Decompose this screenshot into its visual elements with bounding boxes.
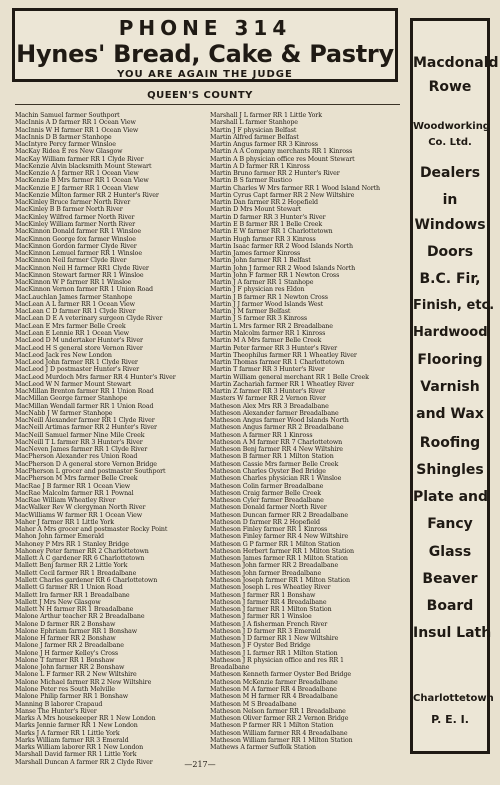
woodworking-advertisement xyxy=(410,18,499,754)
side-ad-line: Shingles xyxy=(416,462,484,478)
ad-phone: PHONE 314 xyxy=(118,16,292,40)
listing-entry: Breadalbane xyxy=(210,664,250,672)
side-ad-line: B.C. Fir, xyxy=(419,271,481,287)
listing-entry: Martin Peter farmer RR 3 Hunter's River xyxy=(210,344,338,352)
listing-entry: Marks A Mrs housekeeper RR 1 New London xyxy=(15,715,156,723)
listing-entry: Matheson Craig farmer Belle Creek xyxy=(210,489,321,497)
listing-entry: Matheson M H farmer RR 4 Breadalbane xyxy=(210,693,338,701)
listing-entry: Matheson Colin farmer Breadalbane xyxy=(210,482,324,490)
listing-entry: Matheson Finley farmer RR 1 Kinross xyxy=(210,526,328,534)
listing-entry: Martin Bruno farmer RR 2 Hunter's River xyxy=(210,170,340,178)
listing-entry: Martin J B farmer RR 1 Newton Cross xyxy=(210,293,328,301)
listing-entry: Matheson Charles physician RR 1 Winsloe xyxy=(210,475,342,483)
listing-entry: Matheson Duncan farmer RR 2 Breadalbane xyxy=(210,511,348,519)
listing-entry: Matheson J D farmer RR 1 New Wiltshire xyxy=(210,635,339,643)
listing-entry: Martin Z farmer RR 3 Hunter's River xyxy=(210,388,325,396)
listing-entry: Matheson G P farmer RR 1 Milton Station xyxy=(210,540,341,548)
listing-entry: Marks William farmer RR 3 Emerald xyxy=(15,736,129,744)
listing-entry: Martin James farmer Kinross xyxy=(210,250,301,258)
listing-entry: Malone J farmer RR 2 Breadalbane xyxy=(15,642,124,650)
listing-entry: Marshall David farmer RR 1 Little York xyxy=(15,751,137,759)
listing-entry: Martin Alfred farmer Belfast xyxy=(210,133,299,141)
listing-entry: Matheson B farmer RR 1 Milton Station xyxy=(210,453,334,461)
listing-entry: Mallett N H farmer RR 1 Breadalbane xyxy=(15,606,134,614)
side-ad-line: Dealers xyxy=(419,165,481,181)
listing-entry: Malone Michael farmer RR 2 New Wiltshire xyxy=(15,678,152,686)
side-ad-line: Hardwood xyxy=(413,325,488,340)
listing-entry: Martin Malcolm farmer RR 1 Kinross xyxy=(210,329,326,337)
listing-entry: Mallett J Mrs New Glasgow xyxy=(15,598,101,606)
listing-entry: MacNeill Artimas farmer RR 2 Hunter's River xyxy=(15,424,157,432)
listing-entry: Matheson Charles Oyster Bed Bridge xyxy=(210,468,326,476)
listing-entry: Martin Cyrus Capt farmer RR 2 New Wiltshire xyxy=(210,191,355,199)
listing-entry: MacKinnon Donald farmer RR 1 Winsloe xyxy=(15,228,141,236)
listing-entry: Marks J A farmer RR 1 Little York xyxy=(15,729,120,737)
listing-entry: MacLauchlan James farmer Stanhope xyxy=(15,293,133,301)
side-ad-line: Doors xyxy=(426,244,474,260)
listing-entry: Martin John farmer RR 1 Belfast xyxy=(210,257,311,265)
listing-entry: Matheson Joseph L res Wheatley River xyxy=(210,584,331,592)
listing-entry: Martin A D farmer RR 1 Kinross xyxy=(210,162,310,170)
listing-entry: Malone Arthur teacher RR 2 Breadalbane xyxy=(15,613,145,621)
side-ad-line: in xyxy=(442,192,458,208)
listing-entry: Mallett Cecil farmer RR 1 Breadalbane xyxy=(15,569,137,577)
listing-entry: Matheson Joseph farmer RR 1 Milton Station xyxy=(210,577,350,584)
side-ad-line: Flooring xyxy=(417,352,483,368)
listing-entry: Matheson Nelson farmer RR 1 Breadalbane xyxy=(210,707,346,715)
listing-entry: MacKinnon Lemuel farmer RR 1 Winsloe xyxy=(15,250,142,258)
listing-entry: Martin Angus farmer RR 3 Kinross xyxy=(210,141,318,149)
listing-entry: Mahoney P Mrs RR 1 Stanley Bridge xyxy=(15,540,129,548)
listing-entry: Martin J F physician Belfast xyxy=(210,126,297,134)
listing-entry: MacKinnon W P farmer RR 1 Winsloe xyxy=(15,279,132,287)
listing-entry: MacInnis D B farmer Stanhope xyxy=(15,133,112,141)
listing-entry: MacNeill T L farmer RR 3 Hunter's River xyxy=(15,438,143,446)
side-ad-line: Glass xyxy=(428,544,472,560)
listing-entry: MacLeod J D postmaster Hunter's River xyxy=(15,366,140,374)
listing-entry: Martin Dan farmer RR 2 Hopefield xyxy=(210,199,318,207)
listing-entry: Matheson Alexander farmer Breadalbane xyxy=(210,409,339,417)
listing-entry: Matheson Alex Mrs RR 3 Breadalbane xyxy=(210,402,329,410)
bakery-advertisement xyxy=(12,8,398,82)
listing-entry: Martin J A farmer RR 1 Stanhope xyxy=(210,279,314,287)
side-ad-line: and Wax xyxy=(416,406,484,422)
side-ad-line: Fancy xyxy=(427,516,473,532)
listing-entry: MacNeven James farmer RR 1 Clyde River xyxy=(15,446,148,454)
listing-entry: Marshall Duncan A farmer RR 2 Clyde River xyxy=(15,758,153,766)
listing-entry: Martin Zachariah farmer RR 1 Wheatley River xyxy=(210,380,354,388)
listing-entry: MacKay William farmer RR 1 Clyde River xyxy=(15,155,144,163)
listing-entry: Malone John farmer RR 2 Bonshaw xyxy=(15,664,125,672)
listing-entry: Marks Jennie farmer RR 1 New London xyxy=(15,722,138,730)
listing-entry: Martin Thomas farmer RR 1 Charlottetown xyxy=(210,359,345,367)
listing-entry: Manning B laborer Crapaud xyxy=(15,700,103,708)
side-ad-line: Co. Ltd. xyxy=(428,137,472,148)
listing-entry: MacKinnon Gordon farmer Clyde River xyxy=(15,242,137,250)
listing-entry: MacNeill Alexander farmer RR 1 Clyde River xyxy=(15,417,155,425)
listing-entry: MacLean E Lennie RR 1 Ocean View xyxy=(15,329,129,337)
listing-entry: Malone J H farmer Kelley's Cross xyxy=(15,649,119,657)
listing-entry: Martin L Mrs farmer RR 2 Breadalbane xyxy=(210,322,333,330)
listing-entry: Martin Charles W Mrs farmer RR 1 Wood Island North xyxy=(210,184,381,192)
listing-entry: MacKinnon Neil H farmer RR1 Clyde River xyxy=(15,264,149,272)
side-ad-line: Woodworking xyxy=(413,121,490,132)
listing-entry: Matheson J D farmer RR 3 Emerald xyxy=(210,627,321,635)
listing-entry: MacKenzie Milton farmer RR 2 Hunter's River xyxy=(15,191,159,199)
listing-entry: MacLean C D farmer RR 1 Clyde River xyxy=(15,308,136,316)
listing-entry: Matheson A M farmer RR 7 Charlottetown xyxy=(210,438,343,446)
listing-entry: MacPherson D A general store Vernon Bridge xyxy=(15,460,157,468)
listing-entry: Mallett G farmer RR 1 Union Road xyxy=(15,584,123,592)
listing-entry: Masters W farmer RR 2 Vernon River xyxy=(210,395,326,403)
listing-entry: Mahoney Peter farmer RR 2 Charlottetown xyxy=(15,547,149,555)
listing-entry: MacKenzie A J farmer RR 1 Ocean View xyxy=(15,170,139,178)
listing-entry: Mallett Charles gardener RR 6 Charlottetown xyxy=(15,577,158,584)
listing-entry: MacWilliams W farmer RR 1 Ocean View xyxy=(15,511,143,519)
listing-entry: Martin A A Company merchants RR 1 Kinross xyxy=(210,148,353,156)
listing-entry: Martin J F physician res Eldon xyxy=(210,286,305,294)
listing-entry: MacMillan George farmer Stanhope xyxy=(15,395,128,403)
listing-entry: MacKinley William farmer North River xyxy=(15,220,136,228)
listing-entry: MacKinley B B farmer North River xyxy=(15,206,123,214)
listing-entry: Martin John F farmer RR 1 Newton Cross xyxy=(210,271,340,279)
listing-entry: Martin E W farmer RR 1 Charlottetown xyxy=(210,228,333,236)
listing-entry: Matheson Herbert farmer RR 1 Milton Station xyxy=(210,547,354,555)
listing-entry: Martin Isaac farmer RR 2 Wood Islands North xyxy=(210,242,353,250)
listing-entry: Malone D farmer RR 2 Bonshaw xyxy=(15,620,116,628)
listing-entry: Matheson Donald farmer North River xyxy=(210,504,327,512)
listing-entry: Martin A B physician office res Mount Stewart xyxy=(210,155,355,163)
listing-entry: MacLean A L farmer RR 1 Ocean View xyxy=(15,300,135,308)
listing-entry: Matheson J farmer RR 1 Milton Station xyxy=(210,606,332,614)
listing-entry: MacLean D E A veterinary surgeon Clyde River xyxy=(15,315,163,323)
listing-entry: MacInnis W H farmer RR 1 Ocean View xyxy=(15,126,139,134)
listing-entry: Martin M A Mrs farmer Belle Creek xyxy=(210,337,322,345)
listing-entry: Matheson J A fisherman French River xyxy=(210,620,328,628)
listing-entry: Martin E B farmer RR 1 Belle Creek xyxy=(210,220,323,228)
listing-entry: MacLeod Jack res New London xyxy=(15,351,112,359)
listing-entry: Matheson William farmer RR 4 Breadalbane xyxy=(210,729,348,737)
section-divider xyxy=(15,104,400,105)
listing-entry: MacLeod W N farmer Mount Stewart xyxy=(15,380,132,388)
listing-entry: MacKinnon Neil farmer Clyde River xyxy=(15,257,127,265)
side-ad-line: Rowe xyxy=(428,79,472,95)
listing-entry: Mallett Ira farmer RR 1 Breadalbane xyxy=(15,591,130,599)
listing-entry: MacNabb J W farmer Stanhope xyxy=(15,409,113,417)
side-ad-line: Insul Lath xyxy=(413,625,492,641)
listing-entry: MacRae William Wheatley River xyxy=(15,497,116,505)
listing-entry: MacLeod D M undertaker Hunter's River xyxy=(15,337,143,345)
listing-entry: Matheson M A farmer RR 4 Breadalbane xyxy=(210,685,337,693)
listing-entry: MacKinnon George fox farmer Winsloe xyxy=(15,235,136,243)
listing-entry: Martin J M farmer Belfast xyxy=(210,308,291,316)
listing-entry: Malone T farmer RR 1 Bonshaw xyxy=(15,656,115,664)
listing-entry: Matheson J farmer RR 1 Winsloe xyxy=(210,613,312,621)
listing-entry: MacPherson M Mrs farmer Belle Creek xyxy=(15,475,138,483)
listing-entry: MacKenzie B Mrs farmer RR 1 Ocean View xyxy=(15,177,149,185)
listing-entry: MacInnis A D farmer RR 1 Ocean View xyxy=(15,119,136,127)
listing-entry: Maher A Mrs grocer and postmaster Rocky Point xyxy=(15,526,168,534)
listing-entry: Manse The Hunter's River xyxy=(15,707,97,715)
listing-entry: MacMillan Wendall farmer RR 1 Union Road xyxy=(15,402,154,410)
listing-entry: Martin William general merchant RR 1 Belle Creek xyxy=(210,373,369,381)
listing-entry: MacKinnon Stewart farmer RR 1 Winsloe xyxy=(15,271,144,279)
listing-entry: Marshall J L farmer RR 1 Little York xyxy=(210,112,322,119)
listing-entry: MacNeill Samuel farmer Nine Mile Creek xyxy=(15,431,145,439)
listing-entry: Marshall L farmer Stanhope xyxy=(210,119,298,127)
listing-entry: MacIntyre Percy farmer Winsloe xyxy=(15,141,116,149)
listing-entry: Matheson J farmer RR 1 Bonshaw xyxy=(210,591,316,599)
listing-entry: Martin T farmer RR 3 Hunter's River xyxy=(210,366,325,374)
side-ad-line: Charlottetown xyxy=(413,693,494,704)
section-title: QUEEN'S COUNTY xyxy=(147,90,253,101)
listing-entry: MacLeod Murdoch Mrs farmer RR 4 Hunter's River xyxy=(15,373,176,381)
side-ad-line: Macdonald xyxy=(413,55,499,71)
listing-entry: Malone L F farmer RR 2 New Wiltshire xyxy=(15,671,137,679)
listing-entry: Matheson D farmer RR 2 Hopefield xyxy=(210,518,320,526)
listing-entry: Machin Samuel farmer Southport xyxy=(15,112,120,119)
listing-entry: Marks William laborer RR 1 New London xyxy=(15,744,144,752)
right-listing-column xyxy=(210,112,405,751)
listing-entry: MacLeod H S general store Vernon River xyxy=(15,344,143,352)
listing-entry: MacMillan Brenton farmer RR 1 Union Road xyxy=(15,388,154,396)
listing-entry: MacLeod John farmer RR 1 Clyde River xyxy=(15,359,138,367)
listing-entry: Matheson William farmer RR 1 Milton Station xyxy=(210,736,353,744)
listing-entry: Martin Theophilus farmer RR 1 Wheatley River xyxy=(210,351,357,359)
listing-entry: MacLean E Mrs farmer Belle Creek xyxy=(15,322,126,330)
listing-entry: Matheson Cassie Mrs farmer Belle Creek xyxy=(210,460,339,468)
listing-entry: Matheson McKenzie farmer Breadalbane xyxy=(210,678,338,686)
listing-entry: Mallett A C gardener RR 6 Charlottetown xyxy=(15,555,145,563)
listing-entry: MacRae Malcolm farmer RR 1 Pownal xyxy=(15,489,134,497)
listing-entry: Matheson J R physician office and res RR 1 xyxy=(210,656,344,664)
side-ad-line: Windows xyxy=(414,217,486,233)
listing-entry: Malone Peter res South Melville xyxy=(15,685,115,693)
listing-entry: Matheson John farmer Breadalbane xyxy=(210,569,322,577)
listing-entry: Martin D Mrs Mount Stewart xyxy=(210,206,302,214)
side-ad-line: Varnish xyxy=(420,379,480,395)
page-number: —217— xyxy=(184,760,216,769)
listing-entry: MacKenzie E J farmer RR 1 Ocean View xyxy=(15,184,139,192)
listing-entry: Mahon John farmer Emerald xyxy=(15,533,104,541)
listing-entry: Malone H farmer RR 2 Bonshaw xyxy=(15,635,116,643)
listing-entry: MacKinley Bruce farmer North River xyxy=(15,199,131,207)
listing-entry: Martin John J farmer RR 2 Wood Islands North xyxy=(210,264,356,272)
listing-entry: Matheson Benj farmer RR 4 New Wiltshire xyxy=(210,446,343,454)
listing-entry: Martin J J farmer Wood Islands West xyxy=(210,300,324,308)
listing-entry: MacRae J B farmer RR 1 Ocean View xyxy=(15,482,131,490)
side-ad-line: Beaver xyxy=(422,571,478,587)
listing-entry: Matheson Angus farmer Wood Islands North xyxy=(210,417,349,425)
side-ad-line: P. E. I. xyxy=(431,713,469,726)
listing-entry: MacWalker Rev W clergyman North River xyxy=(15,504,146,512)
listing-entry: Matheson James farmer RR 1 Milton Station xyxy=(210,555,348,563)
side-ad-line: Plate and xyxy=(413,489,489,505)
listing-entry: MacKinley Wilfred farmer North River xyxy=(15,213,135,221)
listing-entry: Malone Ephriam farmer RR 1 Bonshaw xyxy=(15,627,138,635)
listing-entry: Matheson J F Oyster Bed Bridge xyxy=(210,642,311,650)
ad-headline: Hynes' Bread, Cake & Pastry xyxy=(16,40,394,68)
listing-entry: Matheson Cyler farmer Breadalbane xyxy=(210,497,324,505)
listing-entry: MacKay Ridea E res New Glasgow xyxy=(15,148,123,156)
side-ad-line: Roofing xyxy=(419,435,481,451)
side-ad-line: Board xyxy=(426,598,474,614)
listing-entry: MacPherson L grocer and postmaster Southport xyxy=(15,468,166,476)
listing-entry: Matheson John farmer RR 2 Breadalbane xyxy=(210,562,339,570)
listing-entry: Martin Hugh farmer RR 3 Kinross xyxy=(210,235,316,243)
listing-entry: Martin D farmer RR 3 Hunter's River xyxy=(210,213,326,221)
left-listing-column xyxy=(15,112,210,766)
listing-entry: Matheson Oliver farmer RR 2 Vernon Bridge xyxy=(210,715,349,723)
listing-entry: Mallett Benj farmer RR 2 Little York xyxy=(15,562,128,570)
listing-entry: Matheson J L farmer RR 1 Milton Station xyxy=(210,649,338,657)
side-ad-line: Finish, etc. xyxy=(413,298,495,313)
listing-entry: Martin J S farmer RR 3 Kinross xyxy=(210,315,307,323)
listing-entry: Malone Philip farmer RR 1 Bonshaw xyxy=(15,693,129,701)
listing-entry: Matheson P farmer RR 1 Milton Station xyxy=(210,722,334,730)
listing-entry: MacPherson Alexander res Union Road xyxy=(15,453,138,461)
listing-entry: Martin B S farmer Rustico xyxy=(210,177,292,185)
listing-entry: Maher J farmer RR 1 Little York xyxy=(15,518,114,526)
listing-entry: Matheson A farmer RR 1 Kinross xyxy=(210,431,313,439)
listing-entry: Matheson Kenneth farmer Oyster Bed Bridge xyxy=(210,671,352,679)
listing-entry: Matheson Finley farmer RR 4 New Wiltshire xyxy=(210,533,349,541)
listing-entry: MacKenzie Alvin blacksmith Mount Stewart xyxy=(15,162,152,170)
ad-tagline: YOU ARE AGAIN THE JUDGE xyxy=(117,69,293,80)
listing-entry: Matheson Angus farmer RR 2 Breadalbane xyxy=(210,424,344,432)
listing-entry: Matheson M S Breadalbane xyxy=(210,700,297,708)
listing-entry: MacKinnon Vernon farmer RR 1 Union Road xyxy=(15,286,153,294)
listing-entry: Matheson J farmer RR 4 Breadalbane xyxy=(210,598,327,606)
listing-entry: Mathews A farmer Suffolk Station xyxy=(210,744,316,752)
